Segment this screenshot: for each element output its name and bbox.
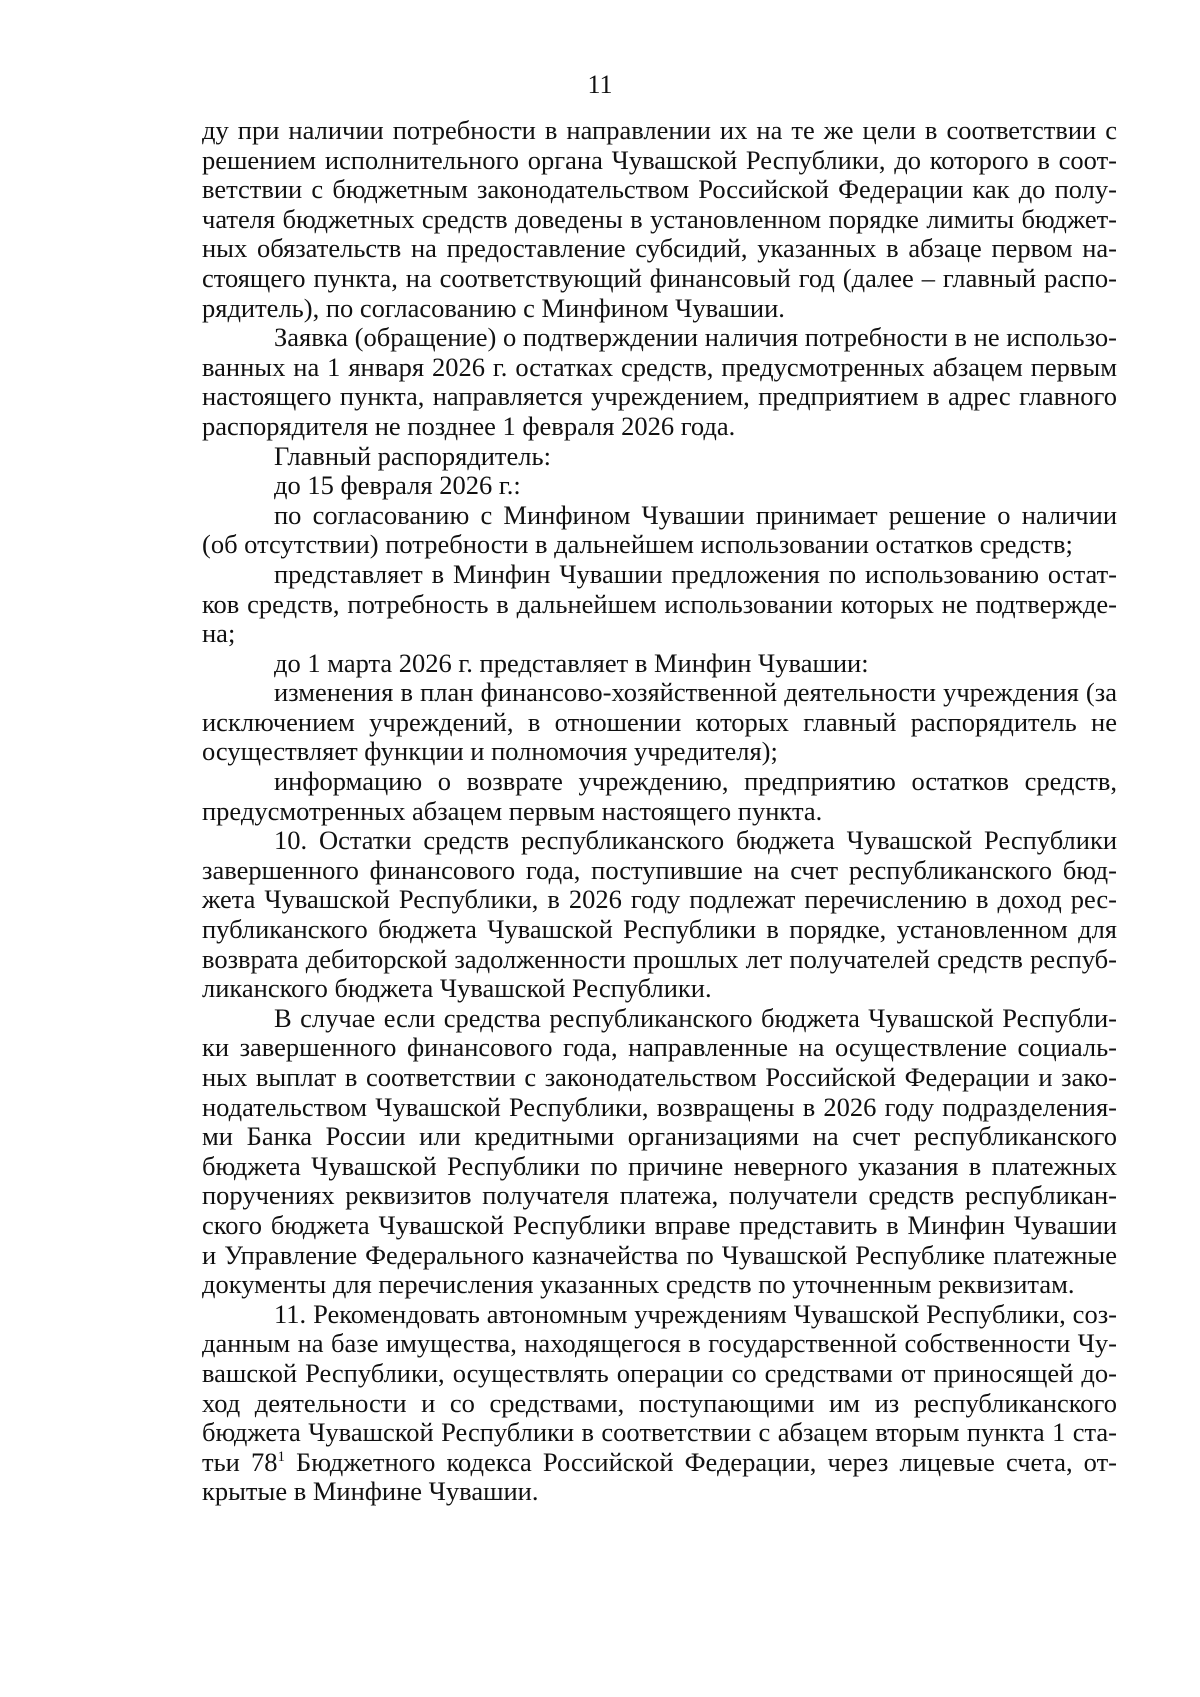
paragraph-main-manager: Главный распорядитель:	[274, 440, 551, 471]
paragraph-deadline-feb: до 15 февраля 2026 г.:	[274, 470, 521, 501]
paragraph-application: Заявка (обращение) о подтверждении наличия потребности в не использованных на 1 января 2026 г. остатках средств, предусмотренных абзацем первым настоящего пункта, направляется учреждением, предприятием в адрес главного распорядителя не позднее 1 февраля 2026 года.	[202, 322, 1117, 441]
page-number: 11	[587, 70, 613, 99]
paragraph-item-11-text: 11. Рекомендовать автономным учреждениям Чувашской Республики, созданным на базе имущества, находящегося в государственной собственности Чувашской Республики, осуществлять операции со средствами от приносящей доход деятельности и со средствами, поступающими им из республиканского бюджета Чувашской Республики в соответствии с абзацем вторым пункта 1 статьи 78	[202, 1298, 1117, 1477]
paragraph-item-10: 10. Остатки средств республиканского бюджета Чувашской Республики завершенного финансового года, поступившие на счет республиканского бюджета Чувашской Республики, в 2026 году подлежат перечислению в доход республиканского бюджета Чувашской Республики в порядке, установленном для возврата дебиторской задолженности прошлых лет получателей средств республиканского бюджета Чувашской Республики.	[202, 825, 1117, 1004]
paragraph-plan-changes: изменения в план финансово-хозяйственной деятельности учреждения (за исключением учреждений, в отношении которых главный распорядитель не осуществляет функции и полномочия учредителя);	[202, 677, 1117, 767]
paragraph-social-payments: В случае если средства республиканского бюджета Чувашской Республики завершенного финансового года, направленные на осуществление социальных выплат в соответствии с законодательством Российской Федерации и законодательством Чувашской Республики, возвращены в 2026 году подразделениями Банка России или кредитными организациями на счет республиканского бюджета Чувашской Республики по причине неверного указания в платежных поручениях реквизитов получателя платежа, получатели средств республиканского бюджета Чувашской Республики вправе представить в Минфин Чувашии и Управление Федерального казначейства по Чувашской Республике платежные документы для перечисления указанных средств по уточненным реквизитам.	[202, 1002, 1117, 1300]
paragraph-deadline-mar: до 1 марта 2026 г. представляет в Минфин Чувашии:	[274, 647, 869, 678]
article-superscript: 1	[277, 1448, 285, 1465]
paragraph-decision: по согласованию с Минфином Чувашии принимает решение о наличии (об отсутствии) потребности в дальнейшем использовании остатков средств;	[202, 499, 1117, 560]
paragraph-return-info: информацию о возврате учреждению, предприятию остатков средств, предусмотренных абзацем первым настоящего пункта.	[202, 766, 1117, 826]
paragraph-item-11	[202, 1300, 1117, 1507]
paragraph-item-11-text-end: Бюджетного кодекса Российской Федерации, через лицевые счета, открытые в Минфине Чувашии.	[202, 1446, 1117, 1507]
document-body	[202, 116, 1117, 1507]
paragraph-continuation: ду при наличии потребности в направлении их на те же цели в соответствии с решением исполнительного органа Чувашской Республики, до которого в соответствии с бюджетным законодательством Российской Федерации как до получателя бюджетных средств доведены в установленном порядке лимиты бюджетных обязательств на предоставление субсидий, указанных в абзаце первом настоящего пункта, на соответствующий финансовый год (далее – главный распорядитель), по согласованию с Минфином Чувашии.	[202, 115, 1117, 323]
paragraph-proposals: представляет в Минфин Чувашии предложения по использованию остатков средств, потребность в дальнейшем использовании которых не подтверждена;	[202, 558, 1117, 649]
